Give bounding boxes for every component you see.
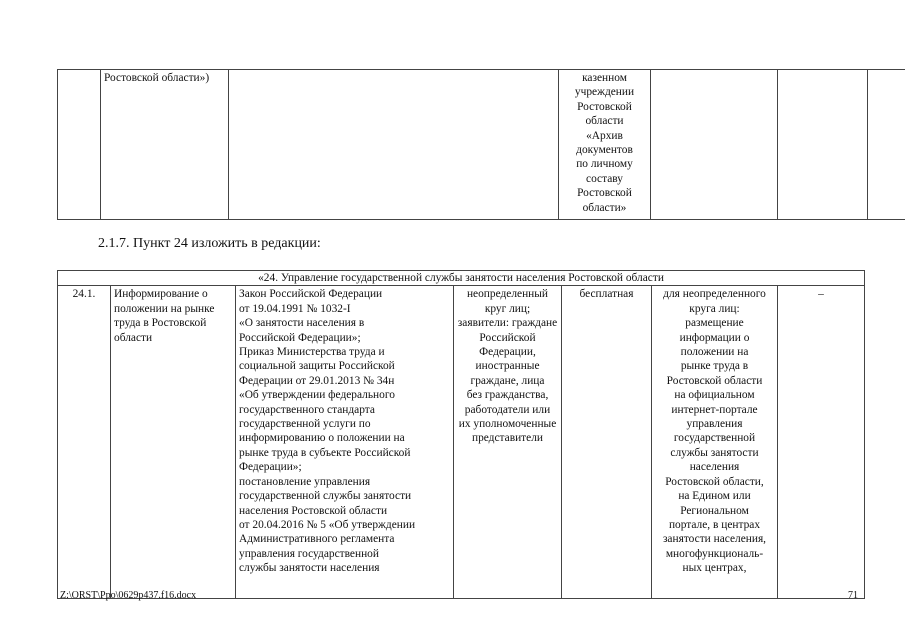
- cost: бесплатная: [562, 286, 652, 599]
- table1-cell-empty: [778, 70, 868, 220]
- recipients: неопределенный круг лиц; заявители: граждане Российской Федерации, иностранные граждане, лица без гражданства, работодатели или их уполномоченные представители: [454, 286, 562, 599]
- table1-cell-institution: казенном учреждении Ростовской области «Архив документов по личному составу Ростовской области»: [559, 70, 651, 220]
- table1-cell-empty: [651, 70, 778, 220]
- other: –: [778, 286, 865, 599]
- section-header: «24. Управление государственной службы занятости населения Ростовской области: [58, 271, 865, 286]
- continuation-table: [57, 69, 905, 220]
- service-name: Информирование о положении на рынке труда в Ростовской области: [111, 286, 236, 599]
- table1-cell-region: Ростовской области»): [101, 70, 229, 220]
- amendment-note: 2.1.7. Пункт 24 изложить в редакции:: [98, 236, 321, 251]
- page-number: 71: [848, 590, 858, 601]
- row-number: 24.1.: [58, 286, 111, 599]
- service-table: [57, 270, 865, 599]
- footer-file-path: Z:\ORST\Ppo\0629p437.f16.docx: [60, 590, 197, 601]
- table1-cell-empty: [868, 70, 905, 220]
- table1-cell-empty: [229, 70, 559, 220]
- table1-cell-number: [58, 70, 101, 220]
- legal-basis: Закон Российской Федерации от 19.04.1991 № 1032-I «О занятости населения в Российской Федерации»; Приказ Министерства труда и социальной защиты Российской Федерации от 29.01.2013 № 34н «Об утверждении федерального государственного стандарта государственной услуги по информированию о положении на рынке труда в субъекте Российской Федерации»; постановление управления государственной службы занятости населения Ростовской области от 20.04.2016 № 5 «Об утверждении Административного регламента управления государственной службы занятости населения: [236, 286, 454, 599]
- service-result: для неопределенного круга лиц: размещение информации о положении на рынке труда в Ростовской области на официальном интернет-портале управления государственной службы занятости населения Ростовской области, на Едином или Региональном портале, в центрах занятости населения, многофункциональ- ных центрах,: [652, 286, 778, 599]
